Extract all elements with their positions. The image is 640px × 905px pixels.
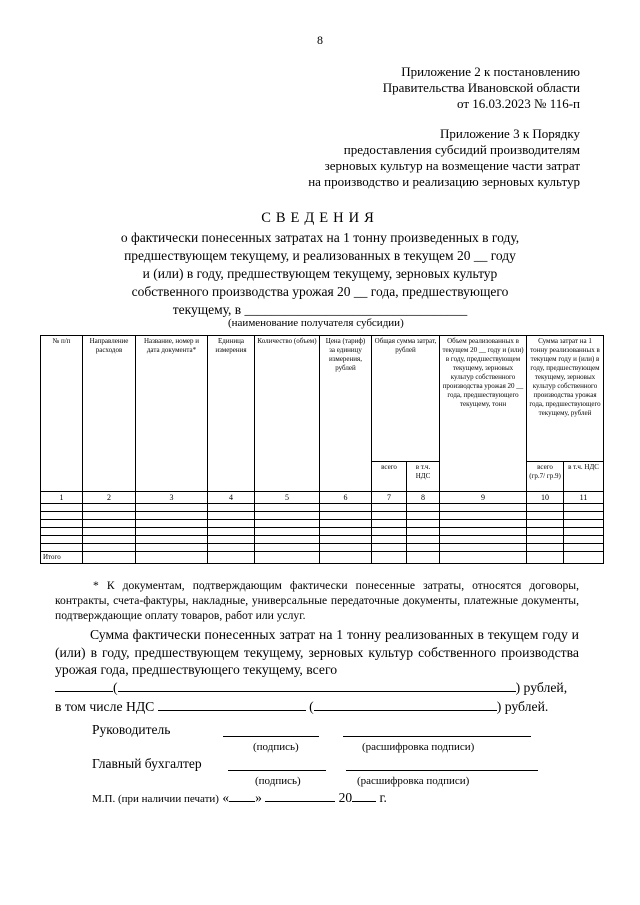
day-blank [229,790,255,802]
appendix-3-line: на производство и реализацию зерновых культур [308,174,580,189]
vat-label: в том числе НДС [55,699,155,714]
header-cell: в т.ч. НДС [407,462,440,492]
appendix-3-block [308,126,580,190]
month-blank [265,790,335,802]
column-number: 1 [41,492,83,504]
table-row [41,536,604,544]
sum-words-blank [118,680,516,692]
head-signature-blank [223,736,319,737]
year-suffix: г. [379,790,387,805]
subtitle-line: о фактически понесенных затратах на 1 тонну произведенных в году, [120,230,520,245]
footnote: * К документам, подтверждающим фактически понесенные затраты, относятся договоры, контракты, счета-фактуры, накладные, универсальные передаточные документы, платежные документы, подтверждающие оплату товаров, работ или услуг. [55,579,579,622]
column-number: 4 [208,492,255,504]
vat-unit: ) рублей. [496,699,549,714]
subtitle-line: собственного производства урожая 20 __ года, предшествующего [131,284,509,299]
decoding-hint: (расшифровка подписи) [357,775,470,787]
date-line: М.П. (при наличии печати) « » 20 г. [92,790,387,805]
signature-hint: (подпись) [253,741,299,753]
appendix-2-line: Правительства Ивановской области [382,80,580,95]
document-title: СВЕДЕНИЯ [261,210,379,226]
stamp-label: М.П. (при наличии печати) [92,793,219,805]
header-cell: Общая сумма затрат, рублей [372,336,440,462]
sum-text: Сумма фактически понесенных затрат на 1 тонну реализованных в текущем году и (или) в году, предшествующем текущему, зерновых культур собственного производства урожая года, предшествующего текущему, всего [55,627,579,677]
head-label: Руководитель [92,722,171,737]
appendix-3-line: зерновых культур на возмещение части затрат [324,158,580,173]
total-label: Итого [41,552,83,564]
recipient-hint: (наименование получателя субсидии) [228,317,404,329]
column-number: 5 [255,492,320,504]
header-cell: всего (гр.7/ гр.9) [527,462,564,492]
header-cell: Объем реализованных в текущем 20 __ году и (или) в году, предшествующем текущему, зерновых культур собственного производства урожая 20 __ года, предшествующего текущему, тонн [440,336,527,492]
column-number: 10 [527,492,564,504]
table-row [41,520,604,528]
column-number: 7 [372,492,407,504]
appendix-2-line: Приложение 2 к постановлению [401,64,580,79]
page-number: 8 [317,33,323,47]
header-cell: Направление расходов [83,336,136,492]
signature-hint: (подпись) [255,775,301,787]
sum-total-line: ( ) рублей, [55,680,567,696]
table-row [41,528,604,536]
table-row [41,504,604,512]
column-number: 8 [407,492,440,504]
column-number-row [41,492,604,504]
subtitle-line: и (или) в году, предшествующем текущему, зерновых культур [142,266,498,281]
subtitle-line: предшествующем текущему, и реализованных в текущем 20 __ году [124,248,516,263]
vat-line: в том числе НДС ( ) рублей. [55,699,549,714]
document-subtitle [80,229,560,319]
table-row [41,544,604,552]
header-row [41,336,604,462]
header-cell: Цена (тариф) за единицу измерения, рублей [320,336,372,492]
column-number: 2 [83,492,136,504]
accountant-decoding-blank [346,770,538,771]
header-cell: Сумма затрат на 1 тонну реализованных в текущем году и (или) в году, предшествующем текущему, зерновых культур собственного производства урожая года, предшествующего текущему, рублей [527,336,604,462]
table-row [41,512,604,520]
expenses-table [40,335,604,564]
vat-words-blank [314,699,497,711]
column-number: 11 [564,492,604,504]
vat-blank [158,699,306,711]
appendix-3-line: предоставления субсидий производителям [343,142,580,157]
sum-unit: ) рублей, [515,680,568,695]
decoding-hint: (расшифровка подписи) [362,741,475,753]
accountant-signature-blank [228,770,326,771]
header-cell: № п/п [41,336,83,492]
header-cell: Название, номер и дата документа* [136,336,208,492]
sum-blank [55,680,113,692]
column-number: 3 [136,492,208,504]
header-cell: в т.ч. НДС [564,462,604,492]
year-prefix: 20 [338,790,353,805]
appendix-2-line: от 16.03.2023 № 116-п [457,96,580,111]
header-cell: Единица измерения [208,336,255,492]
subtitle-line: текущему, в _________________________________ [172,302,468,317]
total-row [41,552,604,564]
column-number: 6 [320,492,372,504]
accountant-label: Главный бухгалтер [92,756,202,771]
header-cell: Количество (объем) [255,336,320,492]
column-number: 9 [440,492,527,504]
appendix-2-block [383,64,580,112]
appendix-3-line: Приложение 3 к Порядку [440,126,580,141]
head-decoding-blank [343,736,531,737]
year-blank [352,790,376,802]
header-cell: всего [372,462,407,492]
